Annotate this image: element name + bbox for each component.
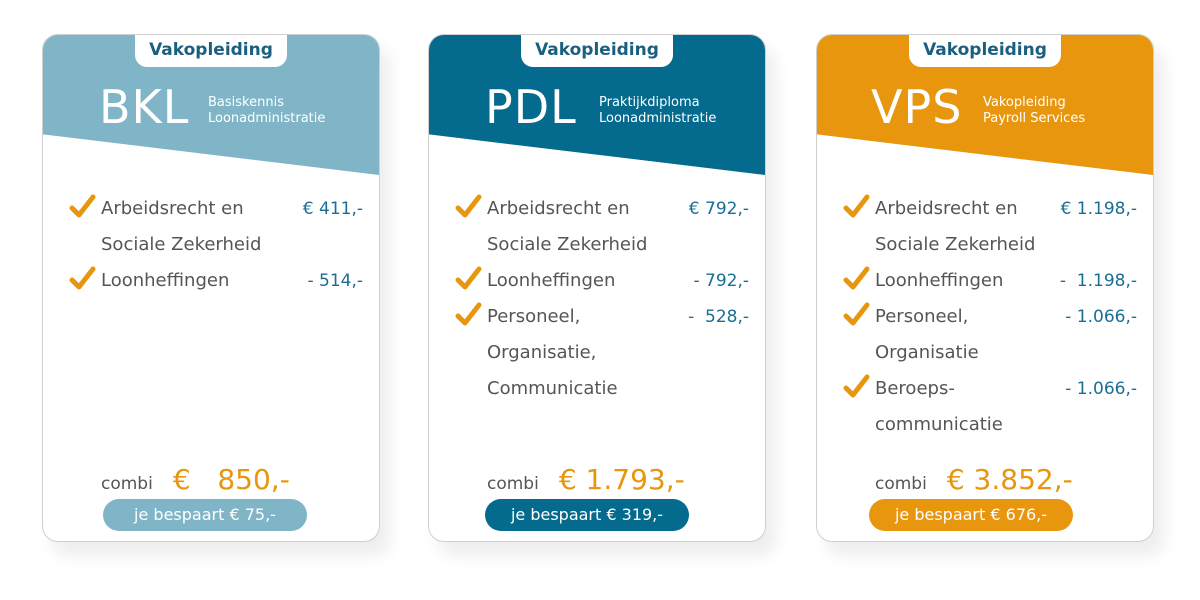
module-price: - 1.066,- bbox=[1065, 307, 1137, 327]
module-price: € 792,- bbox=[688, 199, 749, 219]
course-subtitle-line1: Praktijkdiploma bbox=[599, 95, 700, 110]
card-tab-label: Vakopleiding bbox=[135, 34, 287, 67]
savings-badge: je bespaart € 676,- bbox=[869, 499, 1073, 531]
combi-price-row bbox=[875, 463, 1073, 496]
module-label-line1: Loonheffingen bbox=[487, 270, 616, 291]
module-label bbox=[875, 371, 1065, 443]
combi-price: € 3.852,- bbox=[946, 463, 1073, 496]
module-label-line2: Sociale Zekerheid bbox=[101, 234, 262, 255]
module-label bbox=[487, 263, 677, 299]
module-price: € 411,- bbox=[302, 199, 363, 219]
module-label-line1: Arbeidsrecht en bbox=[487, 198, 630, 219]
module-label-line3: Communicatie bbox=[487, 378, 618, 399]
module-label-line1: Personeel, bbox=[487, 306, 581, 327]
card-tab-label: Vakopleiding bbox=[521, 34, 673, 67]
module-label bbox=[875, 299, 1065, 371]
module-item bbox=[455, 299, 755, 407]
module-label bbox=[487, 299, 677, 407]
module-label-line1: Loonheffingen bbox=[875, 270, 1004, 291]
module-label-line2: Organisatie bbox=[875, 342, 979, 363]
checkmark-icon bbox=[843, 373, 871, 401]
course-subtitle-line1: Basiskennis bbox=[208, 95, 284, 110]
course-subtitle bbox=[599, 95, 716, 127]
module-label-line2: Sociale Zekerheid bbox=[487, 234, 648, 255]
module-label-line1: Arbeidsrecht en bbox=[875, 198, 1018, 219]
combi-price-row bbox=[101, 463, 290, 496]
checkmark-icon bbox=[455, 193, 483, 221]
card-tab-label: Vakopleiding bbox=[909, 34, 1061, 67]
combi-price: € 850,- bbox=[172, 463, 290, 496]
module-label bbox=[875, 263, 1065, 299]
course-code: PDL bbox=[485, 80, 577, 134]
module-label-line1: Beroeps- bbox=[875, 378, 955, 399]
course-card-bkl bbox=[42, 34, 380, 542]
course-subtitle-line1: Vakopleiding bbox=[983, 95, 1066, 110]
module-item bbox=[69, 191, 369, 263]
module-label-line2: Sociale Zekerheid bbox=[875, 234, 1036, 255]
module-label bbox=[101, 191, 291, 263]
module-price: - 528,- bbox=[688, 307, 749, 327]
savings-badge: je bespaart € 75,- bbox=[103, 499, 307, 531]
course-subtitle-line2: Loonadministratie bbox=[599, 111, 717, 126]
module-price: - 1.066,- bbox=[1065, 379, 1137, 399]
module-price: € 1.198,- bbox=[1060, 199, 1137, 219]
module-price: - 514,- bbox=[307, 271, 363, 291]
course-card-pdl bbox=[428, 34, 766, 542]
combi-label: combi bbox=[101, 474, 153, 494]
module-label-line1: Personeel, bbox=[875, 306, 969, 327]
module-item bbox=[843, 299, 1143, 371]
checkmark-icon bbox=[69, 193, 97, 221]
module-label bbox=[487, 191, 677, 263]
savings-badge: je bespaart € 319,- bbox=[485, 499, 689, 531]
module-label bbox=[101, 263, 291, 299]
module-label-line2: communicatie bbox=[875, 414, 1003, 435]
checkmark-icon bbox=[843, 193, 871, 221]
module-item bbox=[455, 263, 755, 299]
module-item bbox=[455, 191, 755, 263]
course-subtitle-line2: Loonadministratie bbox=[208, 111, 326, 126]
combi-price: € 1.793,- bbox=[558, 463, 685, 496]
checkmark-icon bbox=[843, 301, 871, 329]
checkmark-icon bbox=[69, 265, 97, 293]
module-item bbox=[843, 371, 1143, 443]
combi-price-row bbox=[487, 463, 685, 496]
course-card-vps bbox=[816, 34, 1154, 542]
module-item bbox=[69, 263, 369, 299]
course-code: VPS bbox=[871, 80, 963, 134]
module-label-line1: Arbeidsrecht en bbox=[101, 198, 244, 219]
course-subtitle bbox=[208, 95, 325, 127]
combi-label: combi bbox=[875, 474, 927, 494]
module-label bbox=[875, 191, 1065, 263]
module-price: - 1.198,- bbox=[1059, 271, 1137, 291]
checkmark-icon bbox=[843, 265, 871, 293]
course-module-list bbox=[69, 191, 369, 299]
module-price: - 792,- bbox=[693, 271, 749, 291]
module-label-line2: Organisatie, bbox=[487, 342, 597, 363]
course-code: BKL bbox=[99, 80, 190, 134]
course-subtitle bbox=[983, 95, 1085, 127]
combi-label: combi bbox=[487, 474, 539, 494]
module-item bbox=[843, 191, 1143, 263]
checkmark-icon bbox=[455, 265, 483, 293]
course-subtitle-line2: Payroll Services bbox=[983, 111, 1086, 126]
checkmark-icon bbox=[455, 301, 483, 329]
course-module-list bbox=[455, 191, 755, 407]
course-module-list bbox=[843, 191, 1143, 443]
module-item bbox=[843, 263, 1143, 299]
module-label-line1: Loonheffingen bbox=[101, 270, 230, 291]
